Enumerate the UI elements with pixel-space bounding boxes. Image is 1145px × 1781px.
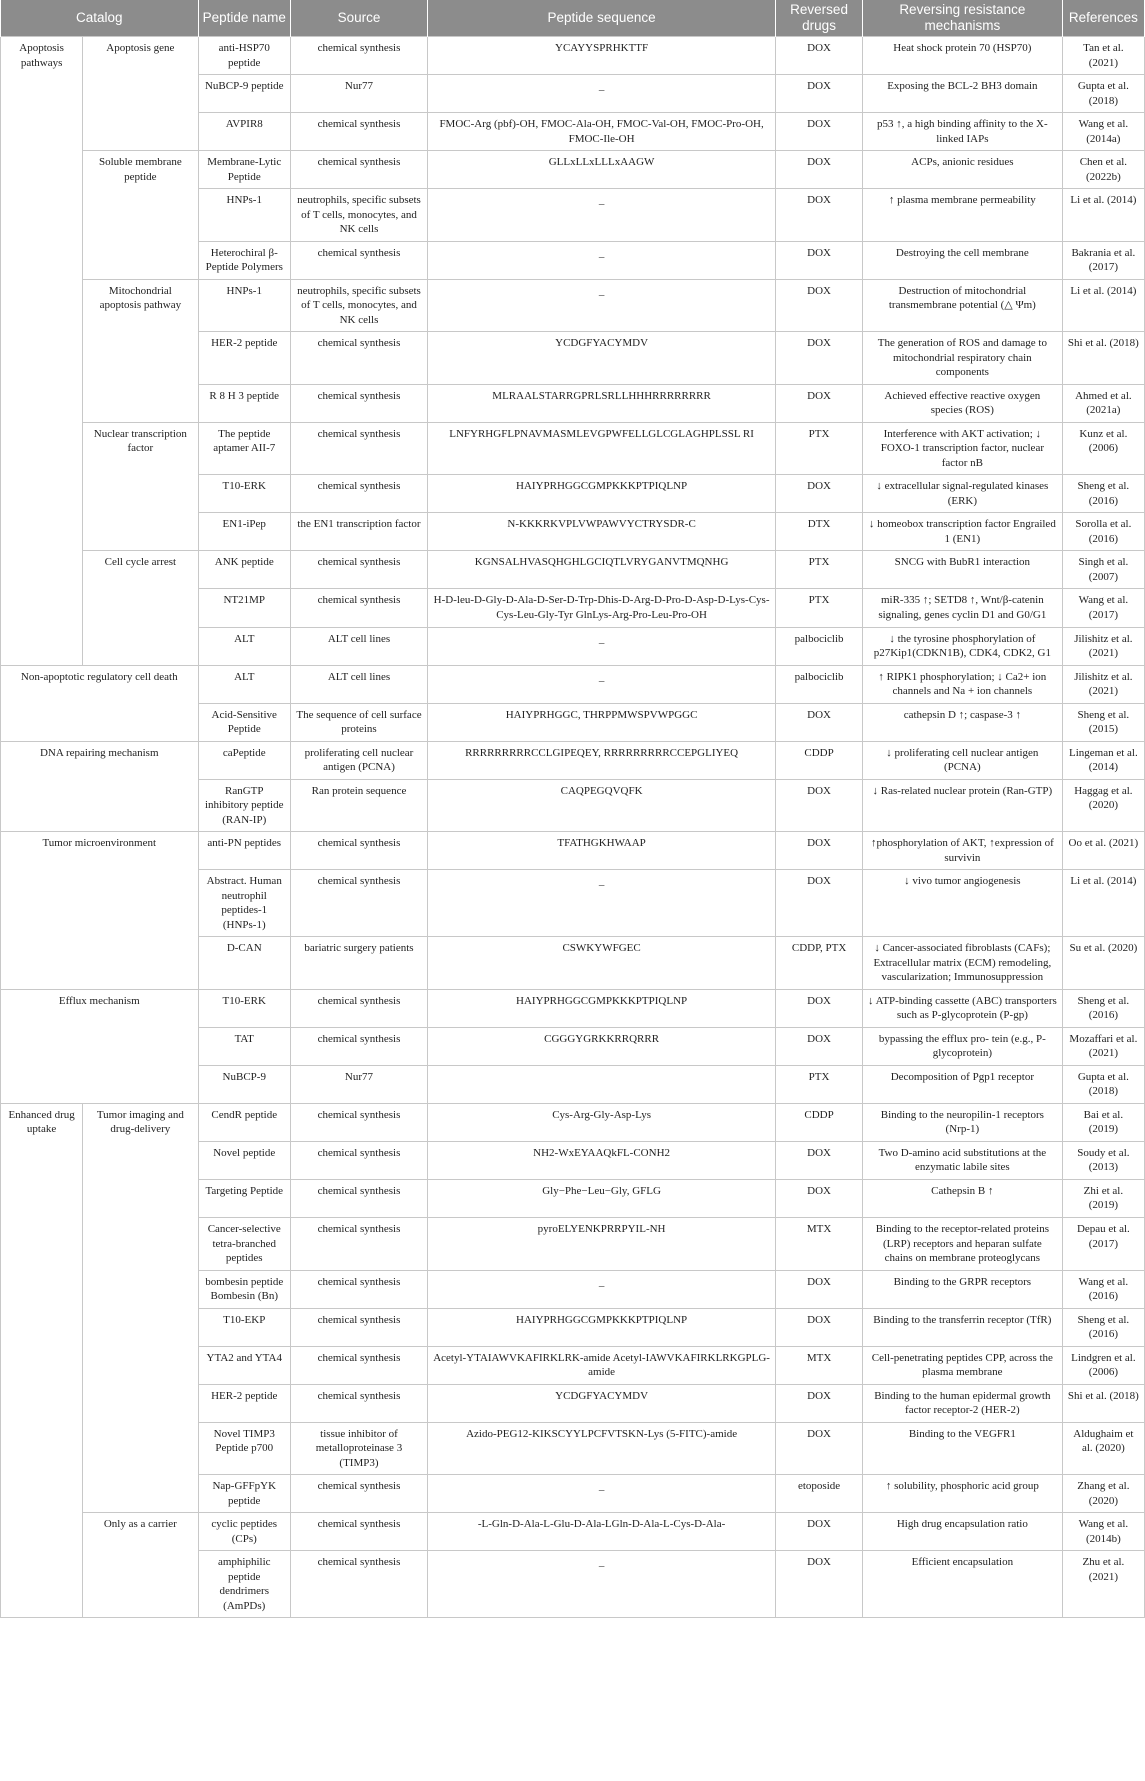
- mechanism-cell: cathepsin D ↑; caspase-3 ↑: [862, 703, 1062, 741]
- reference-cell: Wang et al. (2016): [1062, 1270, 1144, 1308]
- source-cell: Ran protein sequence: [290, 779, 427, 832]
- peptide-name-cell: T10-EKP: [198, 1308, 290, 1346]
- subcatalog-cell: Tumor imaging and drug-delivery: [83, 1103, 198, 1512]
- source-cell: ALT cell lines: [290, 665, 427, 703]
- reference-cell: Aldughaim et al. (2020): [1062, 1422, 1144, 1475]
- reversed-drugs-cell: DOX: [776, 332, 863, 385]
- sequence-cell: HAIYPRHGGCGMPKKKPTPIQLNP: [427, 989, 775, 1027]
- mechanism-cell: ↓ the tyrosine phosphorylation of p27Kip1(CDKN1B), CDK4, CDK2, G1: [862, 627, 1062, 665]
- source-cell: chemical synthesis: [290, 1384, 427, 1422]
- table-row: [1, 741, 1145, 779]
- reference-cell: Sheng et al. (2016): [1062, 989, 1144, 1027]
- reference-cell: Zhang et al. (2020): [1062, 1475, 1144, 1513]
- peptide-name-cell: Membrane-Lytic Peptide: [198, 151, 290, 189]
- mechanism-cell: Destroying the cell membrane: [862, 241, 1062, 279]
- sequence-cell: _: [427, 870, 775, 937]
- mechanism-cell: p53 ↑, a high binding affinity to the X-linked IAPs: [862, 113, 1062, 151]
- header-reversed-drugs: Reversed drugs: [776, 0, 863, 37]
- peptide-name-cell: HNPs-1: [198, 189, 290, 242]
- sequence-cell: _: [427, 189, 775, 242]
- reversed-drugs-cell: DOX: [776, 1270, 863, 1308]
- peptide-name-cell: NuBCP-9 peptide: [198, 75, 290, 113]
- source-cell: chemical synthesis: [290, 241, 427, 279]
- reversed-drugs-cell: DTX: [776, 513, 863, 551]
- reference-cell: Jilishitz et al. (2021): [1062, 665, 1144, 703]
- table-row: [1, 1513, 1145, 1551]
- source-cell: chemical synthesis: [290, 1346, 427, 1384]
- reference-cell: Haggag et al. (2020): [1062, 779, 1144, 832]
- peptide-name-cell: TAT: [198, 1027, 290, 1065]
- mechanism-cell: ↑ solubility, phosphoric acid group: [862, 1475, 1062, 1513]
- mechanism-cell: ↑ RIPK1 phosphorylation; ↓ Ca2+ ion channels and Na + ion channels: [862, 665, 1062, 703]
- mechanism-cell: ↓ ATP-binding cassette (ABC) transporters such as P-glycoprotein (P-gp): [862, 989, 1062, 1027]
- subcatalog-cell: Soluble membrane peptide: [83, 151, 198, 280]
- mechanism-cell: Binding to the human epidermal growth factor receptor-2 (HER-2): [862, 1384, 1062, 1422]
- reference-cell: Sheng et al. (2016): [1062, 1308, 1144, 1346]
- table-row: [1, 422, 1145, 475]
- peptide-name-cell: amphiphilic peptide dendrimers (AmPDs): [198, 1551, 290, 1618]
- reversed-drugs-cell: MTX: [776, 1218, 863, 1271]
- mechanism-cell: The generation of ROS and damage to mitochondrial respiratory chain components: [862, 332, 1062, 385]
- table-row: [1, 279, 1145, 332]
- mechanism-cell: ↓ extracellular signal-regulated kinases (ERK): [862, 475, 1062, 513]
- reference-cell: Sorolla et al. (2016): [1062, 513, 1144, 551]
- mechanism-cell: ACPs, anionic residues: [862, 151, 1062, 189]
- mechanism-cell: Exposing the BCL-2 BH3 domain: [862, 75, 1062, 113]
- mechanism-cell: ↓ Cancer-associated fibroblasts (CAFs); Extracellular matrix (ECM) remodeling, vascularization; Immunosuppression: [862, 937, 1062, 990]
- source-cell: neutrophils, specific subsets of T cells, monocytes, and NK cells: [290, 279, 427, 332]
- source-cell: chemical synthesis: [290, 1141, 427, 1179]
- reversed-drugs-cell: DOX: [776, 703, 863, 741]
- reversed-drugs-cell: DOX: [776, 870, 863, 937]
- peptide-name-cell: D-CAN: [198, 937, 290, 990]
- table-row: [1, 665, 1145, 703]
- sequence-cell: CGGGYGRKKRRQRRR: [427, 1027, 775, 1065]
- subcatalog-cell: Nuclear transcription factor: [83, 422, 198, 551]
- source-cell: chemical synthesis: [290, 1218, 427, 1271]
- sequence-cell: Acetyl-YTAIAWVKAFIRKLRK-amide Acetyl-IAWVKAFIRKLRKGPLG-amide: [427, 1346, 775, 1384]
- peptide-name-cell: Cancer-selective tetra-branched peptides: [198, 1218, 290, 1271]
- source-cell: Nur77: [290, 1065, 427, 1103]
- table-header-row: [1, 0, 1145, 37]
- table-row: [1, 1103, 1145, 1141]
- sequence-cell: CSWKYWFGEC: [427, 937, 775, 990]
- peptide-name-cell: Targeting Peptide: [198, 1179, 290, 1217]
- reversed-drugs-cell: PTX: [776, 422, 863, 475]
- reference-cell: Wang et al. (2014b): [1062, 1513, 1144, 1551]
- sequence-cell: [427, 1065, 775, 1103]
- mechanism-cell: Cathepsin B ↑: [862, 1179, 1062, 1217]
- reference-cell: Shi et al. (2018): [1062, 332, 1144, 385]
- reference-cell: Chen et al. (2022b): [1062, 151, 1144, 189]
- reversed-drugs-cell: DOX: [776, 1027, 863, 1065]
- reference-cell: Bai et al. (2019): [1062, 1103, 1144, 1141]
- mechanism-cell: Two D-amino acid substitutions at the enzymatic labile sites: [862, 1141, 1062, 1179]
- reference-cell: Kunz et al. (2006): [1062, 422, 1144, 475]
- reference-cell: Sheng et al. (2016): [1062, 475, 1144, 513]
- sequence-cell: YCDGFYACYMDV: [427, 1384, 775, 1422]
- source-cell: chemical synthesis: [290, 1551, 427, 1618]
- mechanism-cell: Efficient encapsulation: [862, 1551, 1062, 1618]
- sequence-cell: NH2-WxEYAAQkFL-CONH2: [427, 1141, 775, 1179]
- reversed-drugs-cell: PTX: [776, 551, 863, 589]
- sequence-cell: _: [427, 1475, 775, 1513]
- source-cell: chemical synthesis: [290, 1513, 427, 1551]
- mechanism-cell: Decomposition of Pgp1 receptor: [862, 1065, 1062, 1103]
- sequence-cell: _: [427, 241, 775, 279]
- sequence-cell: pyroELYENKPRRPYIL-NH: [427, 1218, 775, 1271]
- sequence-cell: _: [427, 75, 775, 113]
- peptide-name-cell: Acid-Sensitive Peptide: [198, 703, 290, 741]
- source-cell: chemical synthesis: [290, 1179, 427, 1217]
- source-cell: neutrophils, specific subsets of T cells, monocytes, and NK cells: [290, 189, 427, 242]
- mechanism-cell: Heat shock protein 70 (HSP70): [862, 37, 1062, 75]
- header-peptide-name: Peptide name: [198, 0, 290, 37]
- sequence-cell: _: [427, 627, 775, 665]
- catalog-cell: Tumor microenvironment: [1, 832, 199, 990]
- sequence-cell: HAIYPRHGGCGMPKKKPTPIQLNP: [427, 475, 775, 513]
- source-cell: chemical synthesis: [290, 475, 427, 513]
- source-cell: the EN1 transcription factor: [290, 513, 427, 551]
- header-mechanisms: Reversing resistance mechanisms: [862, 0, 1062, 37]
- peptide-name-cell: T10-ERK: [198, 989, 290, 1027]
- reference-cell: Ahmed et al. (2021a): [1062, 384, 1144, 422]
- mechanism-cell: ↓ proliferating cell nuclear antigen (PCNA): [862, 741, 1062, 779]
- reversed-drugs-cell: PTX: [776, 1065, 863, 1103]
- header-source: Source: [290, 0, 427, 37]
- reversed-drugs-cell: DOX: [776, 189, 863, 242]
- mechanism-cell: ↑phosphorylation of AKT, ↑expression of survivin: [862, 832, 1062, 870]
- sequence-cell: FMOC-Arg (pbf)-OH, FMOC-Ala-OH, FMOC-Val-OH, FMOC-Pro-OH, FMOC-Ile-OH: [427, 113, 775, 151]
- header-references: References: [1062, 0, 1144, 37]
- reversed-drugs-cell: palbociclib: [776, 627, 863, 665]
- peptide-name-cell: ALT: [198, 627, 290, 665]
- sequence-cell: _: [427, 1270, 775, 1308]
- mechanism-cell: Binding to the neuropilin-1 receptors (Nrp-1): [862, 1103, 1062, 1141]
- peptide-name-cell: ANK peptide: [198, 551, 290, 589]
- reference-cell: Singh et al. (2007): [1062, 551, 1144, 589]
- source-cell: chemical synthesis: [290, 1475, 427, 1513]
- reference-cell: Lingeman et al. (2014): [1062, 741, 1144, 779]
- reference-cell: Sheng et al. (2015): [1062, 703, 1144, 741]
- peptide-name-cell: The peptide aptamer AII-7: [198, 422, 290, 475]
- source-cell: chemical synthesis: [290, 589, 427, 627]
- mechanism-cell: ↓ Ras-related nuclear protein (Ran-GTP): [862, 779, 1062, 832]
- source-cell: chemical synthesis: [290, 37, 427, 75]
- source-cell: ALT cell lines: [290, 627, 427, 665]
- sequence-cell: _: [427, 665, 775, 703]
- reversed-drugs-cell: DOX: [776, 1384, 863, 1422]
- sequence-cell: HAIYPRHGGC, THRPPMWSPVWPGGC: [427, 703, 775, 741]
- peptide-name-cell: HNPs-1: [198, 279, 290, 332]
- reference-cell: Li et al. (2014): [1062, 870, 1144, 937]
- reversed-drugs-cell: DOX: [776, 384, 863, 422]
- peptide-name-cell: anti-HSP70 peptide: [198, 37, 290, 75]
- peptide-name-cell: Novel TIMP3 Peptide p700: [198, 1422, 290, 1475]
- sequence-cell: KGNSALHVASQHGHLGCIQTLVRYGANVTMQNHG: [427, 551, 775, 589]
- table-row: [1, 832, 1145, 870]
- reversed-drugs-cell: DOX: [776, 241, 863, 279]
- reversed-drugs-cell: etoposide: [776, 1475, 863, 1513]
- source-cell: chemical synthesis: [290, 1027, 427, 1065]
- peptide-name-cell: HER-2 peptide: [198, 332, 290, 385]
- reversed-drugs-cell: palbociclib: [776, 665, 863, 703]
- reference-cell: Soudy et al. (2013): [1062, 1141, 1144, 1179]
- reversed-drugs-cell: CDDP: [776, 741, 863, 779]
- mechanism-cell: Interference with AKT activation; ↓ FOXO-1 transcription factor, nuclear factor nB: [862, 422, 1062, 475]
- sequence-cell: Cys-Arg-Gly-Asp-Lys: [427, 1103, 775, 1141]
- sequence-cell: -L-Gln-D-Ala-L-Glu-D-Ala-LGln-D-Ala-L-Cys-D-Ala-: [427, 1513, 775, 1551]
- reference-cell: Gupta et al. (2018): [1062, 1065, 1144, 1103]
- sequence-cell: Gly−Phe−Leu−Gly, GFLG: [427, 1179, 775, 1217]
- subcatalog-cell: Mitochondrial apoptosis pathway: [83, 279, 198, 422]
- sequence-cell: RRRRRRRRRCCLGIPEQEY, RRRRRRRRRCCEPGLIYEQ: [427, 741, 775, 779]
- mechanism-cell: Achieved effective reactive oxygen species (ROS): [862, 384, 1062, 422]
- peptide-name-cell: anti-PN peptides: [198, 832, 290, 870]
- source-cell: chemical synthesis: [290, 989, 427, 1027]
- catalog-cell: Enhanced drug uptake: [1, 1103, 83, 1617]
- reference-cell: Depau et al. (2017): [1062, 1218, 1144, 1271]
- source-cell: chemical synthesis: [290, 113, 427, 151]
- peptide-name-cell: AVPIR8: [198, 113, 290, 151]
- peptide-name-cell: NT21MP: [198, 589, 290, 627]
- mechanism-cell: Binding to the transferrin receptor (TfR): [862, 1308, 1062, 1346]
- mechanism-cell: miR-335 ↑; SETD8 ↑, Wnt/β-catenin signaling, genes cyclin D1 and G0/G1: [862, 589, 1062, 627]
- reversed-drugs-cell: DOX: [776, 1308, 863, 1346]
- sequence-cell: YCDGFYACYMDV: [427, 332, 775, 385]
- source-cell: chemical synthesis: [290, 832, 427, 870]
- header-peptide-sequence: Peptide sequence: [427, 0, 775, 37]
- reference-cell: Tan et al. (2021): [1062, 37, 1144, 75]
- source-cell: Nur77: [290, 75, 427, 113]
- peptide-name-cell: HER-2 peptide: [198, 1384, 290, 1422]
- peptide-name-cell: T10-ERK: [198, 475, 290, 513]
- reference-cell: Gupta et al. (2018): [1062, 75, 1144, 113]
- sequence-cell: CAQPEGQVQFK: [427, 779, 775, 832]
- reference-cell: Zhu et al. (2021): [1062, 1551, 1144, 1618]
- sequence-cell: H-D-leu-D-Gly-D-Ala-D-Ser-D-Trp-Dhis-D-Arg-D-Pro-D-Asp-D-Lys-Cys-Cys-Leu-Gly-Tyr GlnLys-Arg-Pro-Leu-Pro-OH: [427, 589, 775, 627]
- reference-cell: Zhi et al. (2019): [1062, 1179, 1144, 1217]
- peptide-name-cell: ALT: [198, 665, 290, 703]
- mechanism-cell: ↑ plasma membrane permeability: [862, 189, 1062, 242]
- reversed-drugs-cell: PTX: [776, 589, 863, 627]
- reference-cell: Mozaffari et al. (2021): [1062, 1027, 1144, 1065]
- reversed-drugs-cell: DOX: [776, 989, 863, 1027]
- peptide-name-cell: RanGTP inhibitory peptide (RAN-IP): [198, 779, 290, 832]
- mechanism-cell: bypassing the efflux pro- tein (e.g., P-glycoprotein): [862, 1027, 1062, 1065]
- peptide-name-cell: Abstract. Human neutrophil peptides-1 (HNPs-1): [198, 870, 290, 937]
- catalog-cell: Efflux mechanism: [1, 989, 199, 1103]
- sequence-cell: TFATHGKHWAAP: [427, 832, 775, 870]
- subcatalog-cell: Only as a carrier: [83, 1513, 198, 1618]
- reference-cell: Lindgren et al. (2006): [1062, 1346, 1144, 1384]
- source-cell: tissue inhibitor of metalloproteinase 3 (TIMP3): [290, 1422, 427, 1475]
- header-catalog: Catalog: [1, 0, 199, 37]
- mechanism-cell: Binding to the receptor-related proteins (LRP) receptors and heparan sulfate chains on membrane proteoglycans: [862, 1218, 1062, 1271]
- reversed-drugs-cell: DOX: [776, 832, 863, 870]
- peptide-name-cell: EN1-iPep: [198, 513, 290, 551]
- mechanism-cell: High drug encapsulation ratio: [862, 1513, 1062, 1551]
- peptide-name-cell: bombesin peptide Bombesin (Bn): [198, 1270, 290, 1308]
- mechanism-cell: ↓ homeobox transcription factor Engrailed 1 (EN1): [862, 513, 1062, 551]
- reversed-drugs-cell: DOX: [776, 279, 863, 332]
- peptide-name-cell: Nap-GFFpYK peptide: [198, 1475, 290, 1513]
- reference-cell: Shi et al. (2018): [1062, 1384, 1144, 1422]
- peptide-name-cell: cyclic peptides (CPs): [198, 1513, 290, 1551]
- peptide-name-cell: Novel peptide: [198, 1141, 290, 1179]
- reversed-drugs-cell: DOX: [776, 1141, 863, 1179]
- catalog-cell: Non-apoptotic regulatory cell death: [1, 665, 199, 741]
- peptide-name-cell: R 8 H 3 peptide: [198, 384, 290, 422]
- peptide-name-cell: caPeptide: [198, 741, 290, 779]
- reversed-drugs-cell: MTX: [776, 1346, 863, 1384]
- reference-cell: Oo et al. (2021): [1062, 832, 1144, 870]
- source-cell: chemical synthesis: [290, 384, 427, 422]
- reference-cell: Bakrania et al. (2017): [1062, 241, 1144, 279]
- reversed-drugs-cell: DOX: [776, 1422, 863, 1475]
- sequence-cell: _: [427, 1551, 775, 1618]
- subcatalog-cell: Cell cycle arrest: [83, 551, 198, 665]
- source-cell: chemical synthesis: [290, 1308, 427, 1346]
- source-cell: bariatric surgery patients: [290, 937, 427, 990]
- table-row: [1, 151, 1145, 189]
- sequence-cell: N-KKKRKVPLVWPAWVYCTRYSDR-C: [427, 513, 775, 551]
- reversed-drugs-cell: DOX: [776, 37, 863, 75]
- reversed-drugs-cell: DOX: [776, 151, 863, 189]
- sequence-cell: YCAYYSPRHKTTF: [427, 37, 775, 75]
- reversed-drugs-cell: DOX: [776, 475, 863, 513]
- table-body: [1, 37, 1145, 1618]
- source-cell: chemical synthesis: [290, 151, 427, 189]
- source-cell: chemical synthesis: [290, 551, 427, 589]
- sequence-cell: HAIYPRHGGCGMPKKKPTPIQLNP: [427, 1308, 775, 1346]
- table-row: [1, 37, 1145, 75]
- mechanism-cell: Cell-penetrating peptides CPP, across the plasma membrane: [862, 1346, 1062, 1384]
- subcatalog-cell: Apoptosis gene: [83, 37, 198, 151]
- table-row: [1, 551, 1145, 589]
- reference-cell: Wang et al. (2017): [1062, 589, 1144, 627]
- catalog-cell: Apoptosis pathways: [1, 37, 83, 666]
- reversed-drugs-cell: DOX: [776, 1179, 863, 1217]
- reversed-drugs-cell: CDDP: [776, 1103, 863, 1141]
- mechanism-cell: Binding to the VEGFR1: [862, 1422, 1062, 1475]
- sequence-cell: LNFYRHGFLPNAVMASMLEVGPWFELLGLCGLAGHPLSSL RI: [427, 422, 775, 475]
- reversed-drugs-cell: DOX: [776, 1551, 863, 1618]
- reference-cell: Li et al. (2014): [1062, 189, 1144, 242]
- reversed-drugs-cell: DOX: [776, 1513, 863, 1551]
- sequence-cell: GLLxLLxLLLxAAGW: [427, 151, 775, 189]
- mechanism-cell: Binding to the GRPR receptors: [862, 1270, 1062, 1308]
- source-cell: chemical synthesis: [290, 1103, 427, 1141]
- source-cell: proliferating cell nuclear antigen (PCNA): [290, 741, 427, 779]
- peptide-name-cell: YTA2 and YTA4: [198, 1346, 290, 1384]
- peptide-name-cell: NuBCP-9: [198, 1065, 290, 1103]
- sequence-cell: Azido-PEG12-KIKSCYYLPCFVTSKN-Lys (5-FITC)-amide: [427, 1422, 775, 1475]
- reversed-drugs-cell: DOX: [776, 75, 863, 113]
- reference-cell: Wang et al. (2014a): [1062, 113, 1144, 151]
- sequence-cell: _: [427, 279, 775, 332]
- reference-cell: Jilishitz et al. (2021): [1062, 627, 1144, 665]
- mechanism-cell: ↓ vivo tumor angiogenesis: [862, 870, 1062, 937]
- reversed-drugs-cell: CDDP, PTX: [776, 937, 863, 990]
- catalog-cell: DNA repairing mechanism: [1, 741, 199, 832]
- source-cell: chemical synthesis: [290, 1270, 427, 1308]
- reversed-drugs-cell: DOX: [776, 113, 863, 151]
- mechanism-cell: Destruction of mitochondrial transmembrane potential (△ Ψm): [862, 279, 1062, 332]
- sequence-cell: MLRAALSTARRGPRLSRLLHHHRRRRRRRR: [427, 384, 775, 422]
- reversed-drugs-cell: DOX: [776, 779, 863, 832]
- source-cell: chemical synthesis: [290, 332, 427, 385]
- reference-cell: Su et al. (2020): [1062, 937, 1144, 990]
- source-cell: chemical synthesis: [290, 422, 427, 475]
- source-cell: chemical synthesis: [290, 870, 427, 937]
- source-cell: The sequence of cell surface proteins: [290, 703, 427, 741]
- reference-cell: Li et al. (2014): [1062, 279, 1144, 332]
- peptide-name-cell: CendR peptide: [198, 1103, 290, 1141]
- mechanism-cell: SNCG with BubR1 interaction: [862, 551, 1062, 589]
- table-row: [1, 989, 1145, 1027]
- peptide-name-cell: Heterochiral β-Peptide Polymers: [198, 241, 290, 279]
